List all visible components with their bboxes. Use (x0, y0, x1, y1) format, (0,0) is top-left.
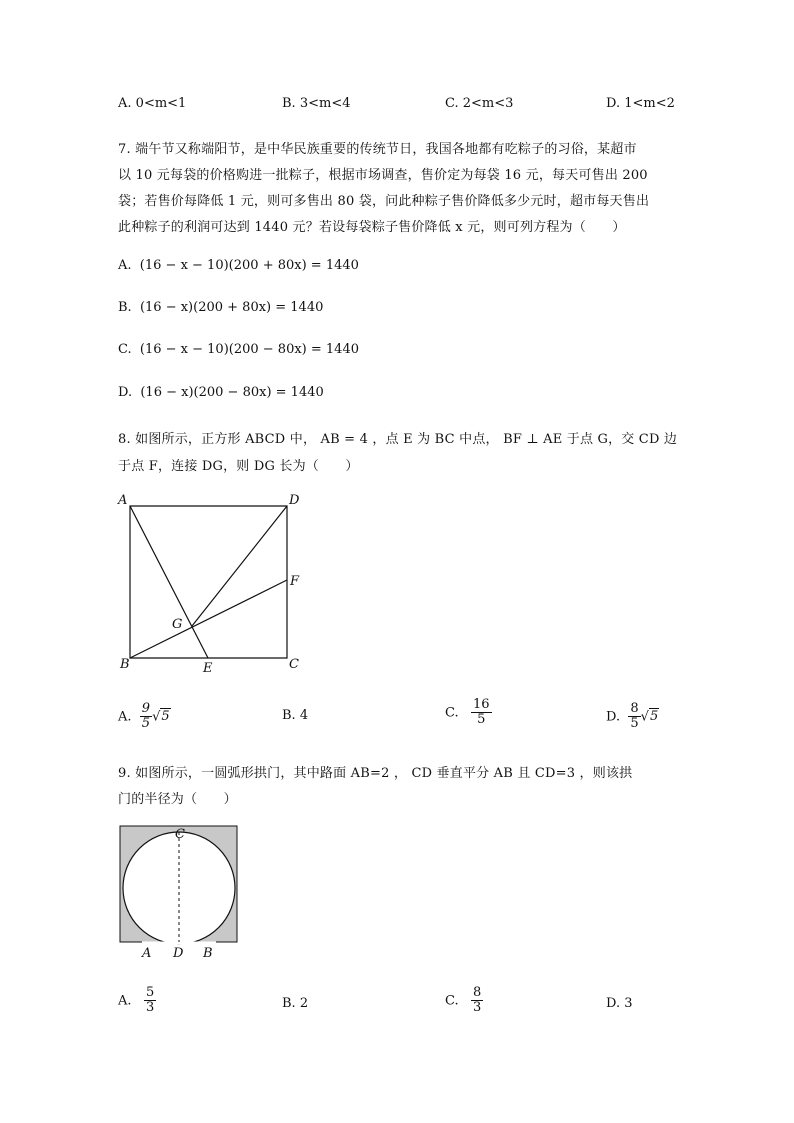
square-abcd (130, 506, 287, 658)
q8-square-figure (110, 488, 320, 680)
q9-option-a[interactable]: A. $\frac{5}{3}$ (118, 985, 155, 1016)
q7-text-line-2: 以 10 元每袋的价格购进一批粽子，根据市场调查，售价定为每袋 16 元，每天可售出 200 (118, 168, 648, 183)
label-d: D (289, 493, 300, 508)
q6-option-b[interactable]: B. 3<m<4 (282, 96, 351, 111)
q7-text-line-4: 此种粽子的利润可达到 1440 元？若设每袋粽子售价降低 x 元，则可列方程为（ ） (118, 220, 626, 235)
q7-option-d[interactable]: D. (16 − x)(200 − 80x) = 1440 (118, 385, 324, 400)
q9-option-b[interactable]: B. 2 (282, 996, 309, 1011)
label-b: B (203, 946, 213, 961)
segment-dg (192, 506, 287, 626)
q9-options (118, 984, 678, 1028)
label-c: C (289, 657, 299, 672)
q9-arch-figure (114, 822, 244, 964)
q6-options (118, 96, 678, 120)
label-f: F (290, 574, 300, 589)
q8-option-a[interactable]: A. $\frac{9}{5}$ √5 (118, 701, 170, 732)
q8-text-line-1: 8. 如图所示，正方形 ABCD 中， AB = 4 ，点 E 为 BC 中点， BF ⊥ AE 于点 G，交 CD 边 (118, 432, 678, 447)
q7-option-b[interactable]: B. (16 − x)(200 + 80x) = 1440 (118, 300, 324, 315)
label-d: D (173, 946, 184, 961)
q9-text-line-2: 门的半径为（ ） (118, 792, 237, 807)
label-e: E (203, 661, 213, 676)
segment-ae (130, 506, 208, 658)
label-c: C (175, 827, 185, 842)
q9-option-d[interactable]: D. 3 (606, 996, 633, 1011)
q6-option-a[interactable]: A. 0<m<1 (118, 96, 187, 111)
q6-option-c[interactable]: C. 2<m<3 (445, 96, 514, 111)
q8-option-b[interactable]: B. 4 (282, 708, 309, 723)
q9-text-line-1: 9. 如图所示，一圆弧形拱门，其中路面 AB=2 ， CD 垂直平分 AB 且 CD=3 ，则该拱 (118, 766, 633, 781)
q8-option-d[interactable]: D. $\frac{8}{5}$ √5 (606, 701, 659, 732)
label-a: A (118, 493, 128, 508)
label-g: G (172, 617, 183, 632)
q9-option-c[interactable]: C. $\frac{8}{3}$ (445, 985, 482, 1016)
label-b: B (120, 657, 130, 672)
q7-text-line-3: 袋；若售价每降低 1 元，则可多售出 80 袋，问此种粽子售价降低多少元时，超市每天售出 (118, 194, 650, 209)
q7-option-a[interactable]: A. (16 − x − 10)(200 + 80x) = 1440 (118, 258, 359, 273)
q6-option-d[interactable]: D. 1<m<2 (606, 96, 675, 111)
q7-text-line-1: 7. 端午节又称端阳节，是中华民族重要的传统节日，我国各地都有吃粽子的习俗，某超市 (118, 142, 637, 157)
q8-text-line-2: 于点 F，连接 DG，则 DG 长为（ ） (118, 459, 359, 474)
q8-option-c[interactable]: C. $\frac{16}{5}$ (445, 697, 490, 728)
q7-option-c[interactable]: C. (16 − x − 10)(200 − 80x) = 1440 (118, 342, 359, 357)
segment-bf (130, 580, 287, 658)
q8-options (118, 696, 678, 736)
label-a: A (142, 946, 152, 961)
